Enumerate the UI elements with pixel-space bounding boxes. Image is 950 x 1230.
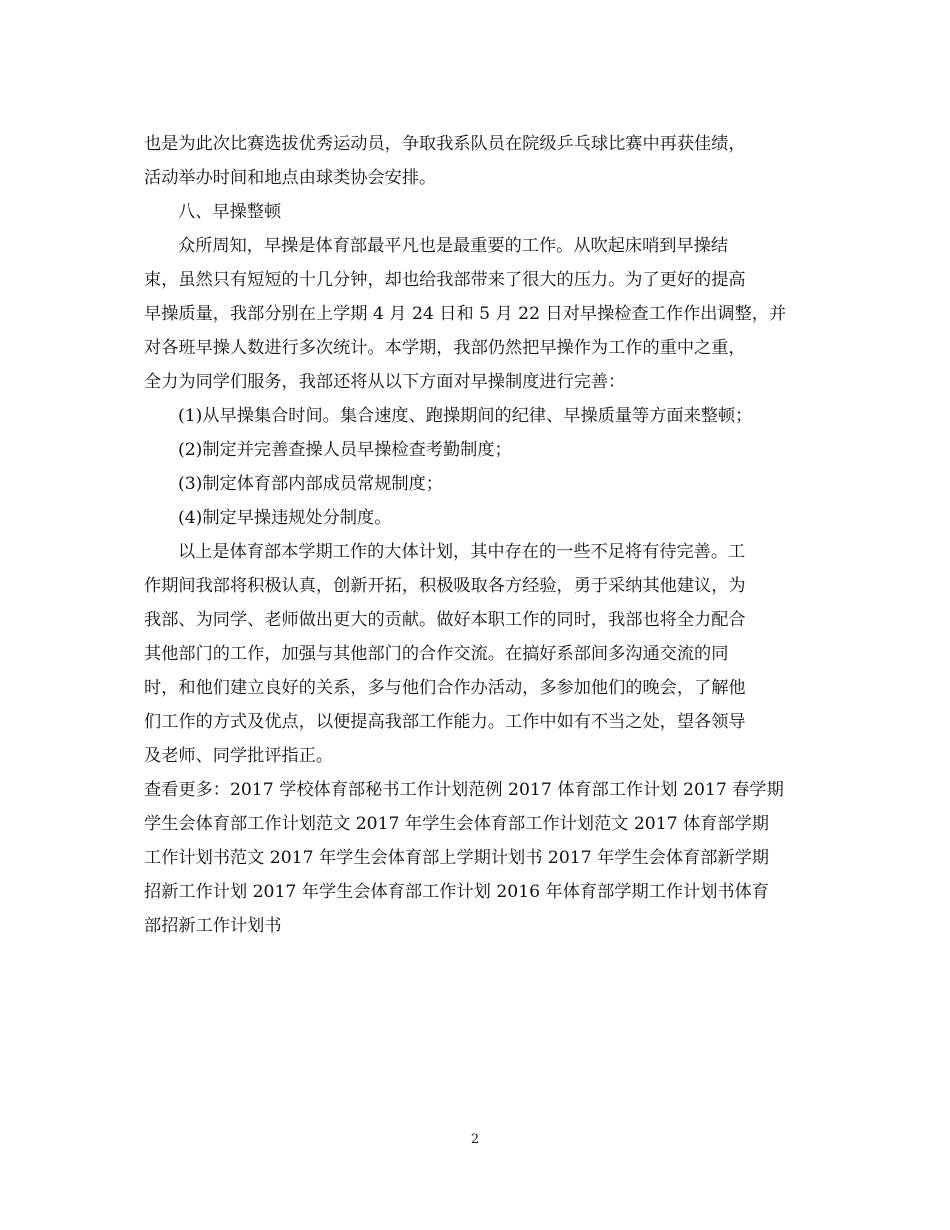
see-more-line: 工作计划书范文 2017 年学生会体育部上学期计划书 2017 年学生会体育部新学期 — [144, 848, 769, 868]
section-heading: 八、早操整顿 — [178, 202, 282, 222]
text-line: 早操质量，我部分别在上学期 4 月 24 日和 5 月 22 日对早操检查工作作出调整，并 — [144, 304, 787, 324]
see-more-line: 查看更多：2017 学校体育部秘书工作计划范例 2017 体育部工作计划 2017 春学期 — [144, 780, 784, 800]
text-line: 众所周知，早操是体育部最平凡也是最重要的工作。从吹起床哨到早操结 — [178, 236, 729, 256]
text-line: 也是为此次比赛选拔优秀运动员，争取我系队员在院级乒乓球比赛中再获佳绩， — [144, 134, 746, 154]
text-line: 其他部门的工作，加强与其他部门的合作交流。在搞好系部间多沟通交流的同 — [144, 644, 729, 664]
text-line: 束，虽然只有短短的十几分钟，却也给我部带来了很大的压力。为了更好的提高 — [144, 270, 746, 290]
document-body — [144, 127, 810, 943]
list-item: (3)制定体育部内部成员常规制度； — [178, 474, 443, 494]
text-line: 对各班早操人数进行多次统计。本学期，我部仍然把早操作为工作的重中之重， — [144, 338, 746, 358]
see-more-line: 部招新工作计划书 — [144, 916, 282, 936]
text-line: 以上是体育部本学期工作的大体计划，其中存在的一些不足将有待完善。工 — [178, 542, 746, 562]
see-more-line: 招新工作计划 2017 年学生会体育部工作计划 2016 年体育部学期工作计划书体育 — [144, 882, 769, 902]
text-line: 及老师、同学批评指正。 — [144, 746, 334, 766]
text-line: 时，和他们建立良好的关系，多与他们合作办活动，多参加他们的晚会，了解他 — [144, 678, 746, 698]
list-item: (1)从早操集合时间。集合速度、跑操期间的纪律、早操质量等方面来整顿； — [178, 406, 753, 426]
text-line: 全力为同学们服务，我部还将从以下方面对早操制度进行完善： — [144, 372, 626, 392]
list-item: (4)制定早操违规处分制度。 — [178, 508, 392, 528]
list-item: (2)制定并完善查操人员早操检查考勤制度； — [178, 440, 512, 460]
text-line: 活动举办时间和地点由球类协会安排。 — [144, 168, 437, 188]
text-line: 作期间我部将积极认真，创新开拓，积极吸取各方经验，勇于采纳其他建议，为 — [144, 576, 746, 596]
text-line: 们工作的方式及优点，以便提高我部工作能力。工作中如有不当之处，望各领导 — [144, 712, 746, 732]
see-more-line: 学生会体育部工作计划范文 2017 年学生会体育部工作计划范文 2017 体育部学期 — [144, 814, 769, 834]
page-number: 2 — [470, 1132, 480, 1147]
text-line: 我部、为同学、老师做出更大的贡献。做好本职工作的同时，我部也将全力配合 — [144, 610, 746, 630]
